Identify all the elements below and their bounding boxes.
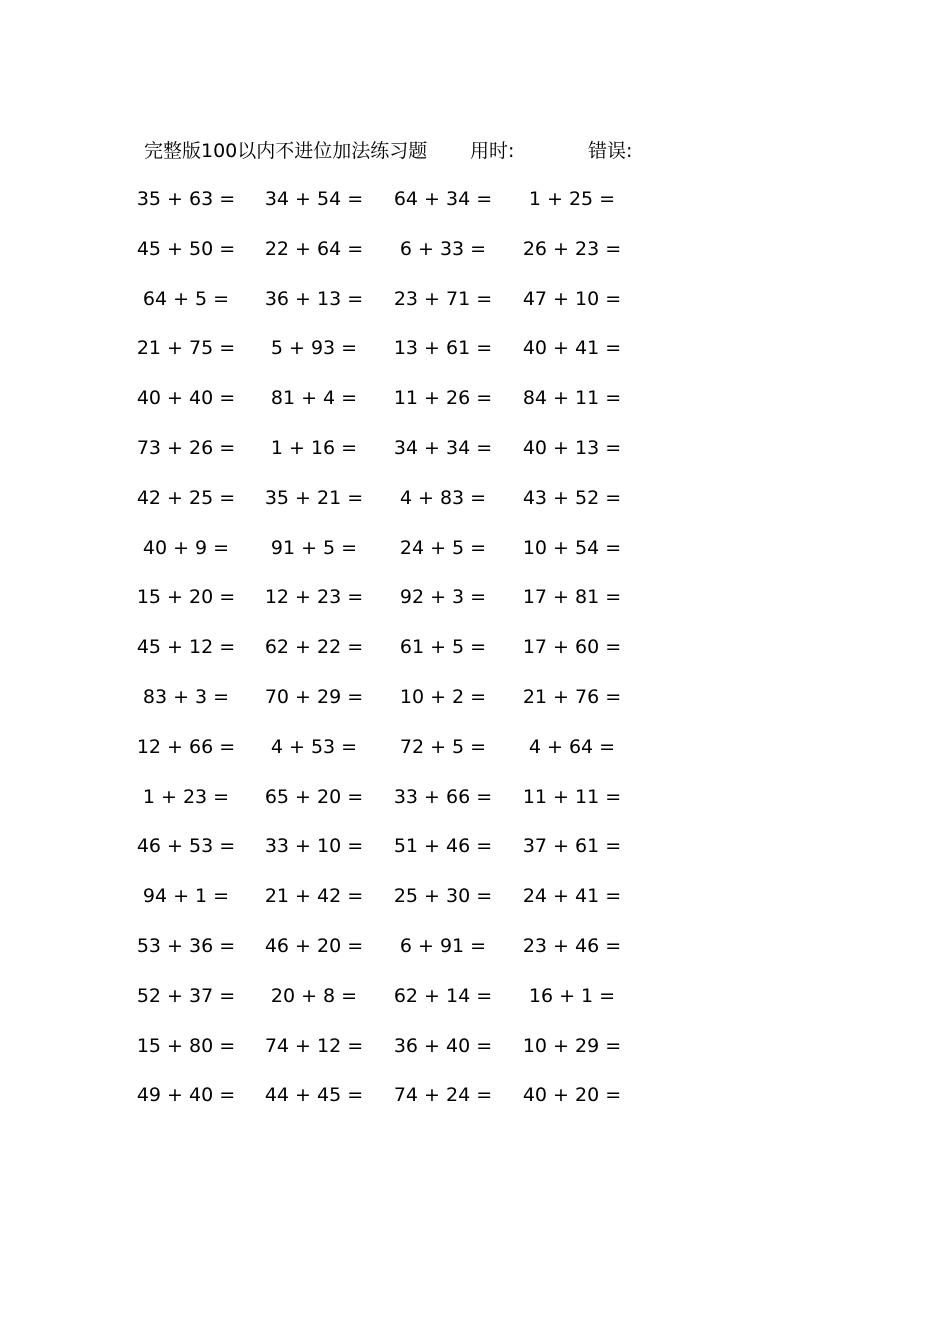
- problem-row: [130, 782, 650, 832]
- problem-item: 83 + 3 =: [142, 685, 230, 708]
- problem-item: 13 + 61 =: [393, 337, 493, 360]
- problem-row: [130, 732, 650, 782]
- problem-item: 10 + 2 =: [399, 685, 487, 708]
- problem-item: 34 + 34 =: [393, 436, 493, 459]
- problem-item: 92 + 3 =: [399, 586, 487, 609]
- worksheet-header: [144, 136, 764, 166]
- problem-item: 4 + 53 =: [270, 735, 358, 758]
- problem-item: 15 + 80 =: [136, 1034, 236, 1057]
- problem-item: 1 + 16 =: [270, 436, 358, 459]
- time-used-label: 用时:: [470, 140, 515, 162]
- problem-item: 11 + 11 =: [522, 785, 622, 808]
- problem-row: [130, 284, 650, 334]
- problem-item: 23 + 46 =: [522, 934, 622, 957]
- errors-label: 错误:: [588, 140, 633, 162]
- problem-item: 16 + 1 =: [528, 984, 616, 1007]
- problem-item: 74 + 12 =: [264, 1034, 364, 1057]
- problem-item: 10 + 29 =: [522, 1034, 622, 1057]
- problem-item: 74 + 24 =: [393, 1084, 493, 1107]
- problem-item: 1 + 25 =: [528, 188, 616, 210]
- problem-item: 53 + 36 =: [136, 934, 236, 957]
- problem-item: 22 + 64 =: [264, 237, 364, 260]
- problem-row: [130, 582, 650, 632]
- problem-item: 62 + 22 =: [264, 636, 364, 659]
- problem-item: 47 + 10 =: [522, 287, 622, 310]
- problem-item: 37 + 61 =: [522, 835, 622, 858]
- problem-item: 4 + 83 =: [399, 486, 487, 509]
- problem-item: 15 + 20 =: [136, 586, 236, 609]
- problem-item: 33 + 10 =: [264, 835, 364, 858]
- problem-item: 11 + 26 =: [393, 387, 493, 410]
- problem-item: 12 + 23 =: [264, 586, 364, 609]
- problem-item: 73 + 26 =: [136, 436, 236, 459]
- problem-item: 24 + 5 =: [399, 536, 487, 559]
- problem-item: 21 + 76 =: [522, 685, 622, 708]
- problem-row: [130, 533, 650, 583]
- problem-row: [130, 931, 650, 981]
- problem-item: 81 + 4 =: [270, 387, 358, 410]
- problem-item: 35 + 63 =: [136, 188, 236, 210]
- problem-item: 12 + 66 =: [136, 735, 236, 758]
- problem-item: 70 + 29 =: [264, 685, 364, 708]
- problem-item: 25 + 30 =: [393, 885, 493, 908]
- problem-item: 42 + 25 =: [136, 486, 236, 509]
- problem-item: 17 + 81 =: [522, 586, 622, 609]
- problem-item: 36 + 40 =: [393, 1034, 493, 1057]
- problem-item: 1 + 23 =: [142, 785, 230, 808]
- problem-row: [130, 234, 650, 284]
- problem-item: 33 + 66 =: [393, 785, 493, 808]
- problem-item: 21 + 42 =: [264, 885, 364, 908]
- problem-item: 44 + 45 =: [264, 1084, 364, 1107]
- problem-item: 6 + 33 =: [399, 237, 487, 260]
- problem-item: 35 + 21 =: [264, 486, 364, 509]
- problem-item: 45 + 50 =: [136, 237, 236, 260]
- problem-row: [130, 881, 650, 931]
- problem-item: 72 + 5 =: [399, 735, 487, 758]
- problem-item: 64 + 34 =: [393, 188, 493, 210]
- problem-item: 6 + 91 =: [399, 934, 487, 957]
- problem-item: 61 + 5 =: [399, 636, 487, 659]
- problem-row: [130, 682, 650, 732]
- problem-item: 24 + 41 =: [522, 885, 622, 908]
- problem-item: 64 + 5 =: [142, 287, 230, 310]
- problem-item: 45 + 12 =: [136, 636, 236, 659]
- problem-item: 91 + 5 =: [270, 536, 358, 559]
- problem-item: 46 + 20 =: [264, 934, 364, 957]
- problem-item: 52 + 37 =: [136, 984, 236, 1007]
- problem-row: [130, 1080, 650, 1130]
- problem-row: [130, 483, 650, 533]
- problem-item: 20 + 8 =: [270, 984, 358, 1007]
- problem-item: 4 + 64 =: [528, 735, 616, 758]
- problem-item: 36 + 13 =: [264, 287, 364, 310]
- problem-row: [130, 632, 650, 682]
- problem-grid: [130, 184, 650, 1130]
- problem-item: 34 + 54 =: [264, 188, 364, 210]
- problem-row: [130, 831, 650, 881]
- problem-item: 51 + 46 =: [393, 835, 493, 858]
- problem-item: 40 + 9 =: [142, 536, 230, 559]
- problem-row: [130, 981, 650, 1031]
- problem-item: 40 + 40 =: [136, 387, 236, 410]
- worksheet-title: 完整版100以内不进位加法练习题: [144, 140, 428, 162]
- problem-item: 17 + 60 =: [522, 636, 622, 659]
- problem-item: 94 + 1 =: [142, 885, 230, 908]
- problem-row: [130, 333, 650, 383]
- problem-item: 62 + 14 =: [393, 984, 493, 1007]
- problem-item: 40 + 13 =: [522, 436, 622, 459]
- problem-item: 26 + 23 =: [522, 237, 622, 260]
- problem-item: 40 + 41 =: [522, 337, 622, 360]
- problem-item: 46 + 53 =: [136, 835, 236, 858]
- problem-item: 23 + 71 =: [393, 287, 493, 310]
- problem-row: [130, 1031, 650, 1081]
- problem-item: 43 + 52 =: [522, 486, 622, 509]
- problem-item: 21 + 75 =: [136, 337, 236, 360]
- problem-item: 10 + 54 =: [522, 536, 622, 559]
- problem-item: 49 + 40 =: [136, 1084, 236, 1107]
- problem-row: [130, 383, 650, 433]
- problem-row: [130, 433, 650, 483]
- problem-item: 84 + 11 =: [522, 387, 622, 410]
- problem-item: 5 + 93 =: [270, 337, 358, 360]
- problem-row: [130, 184, 650, 234]
- problem-item: 40 + 20 =: [522, 1084, 622, 1107]
- problem-item: 65 + 20 =: [264, 785, 364, 808]
